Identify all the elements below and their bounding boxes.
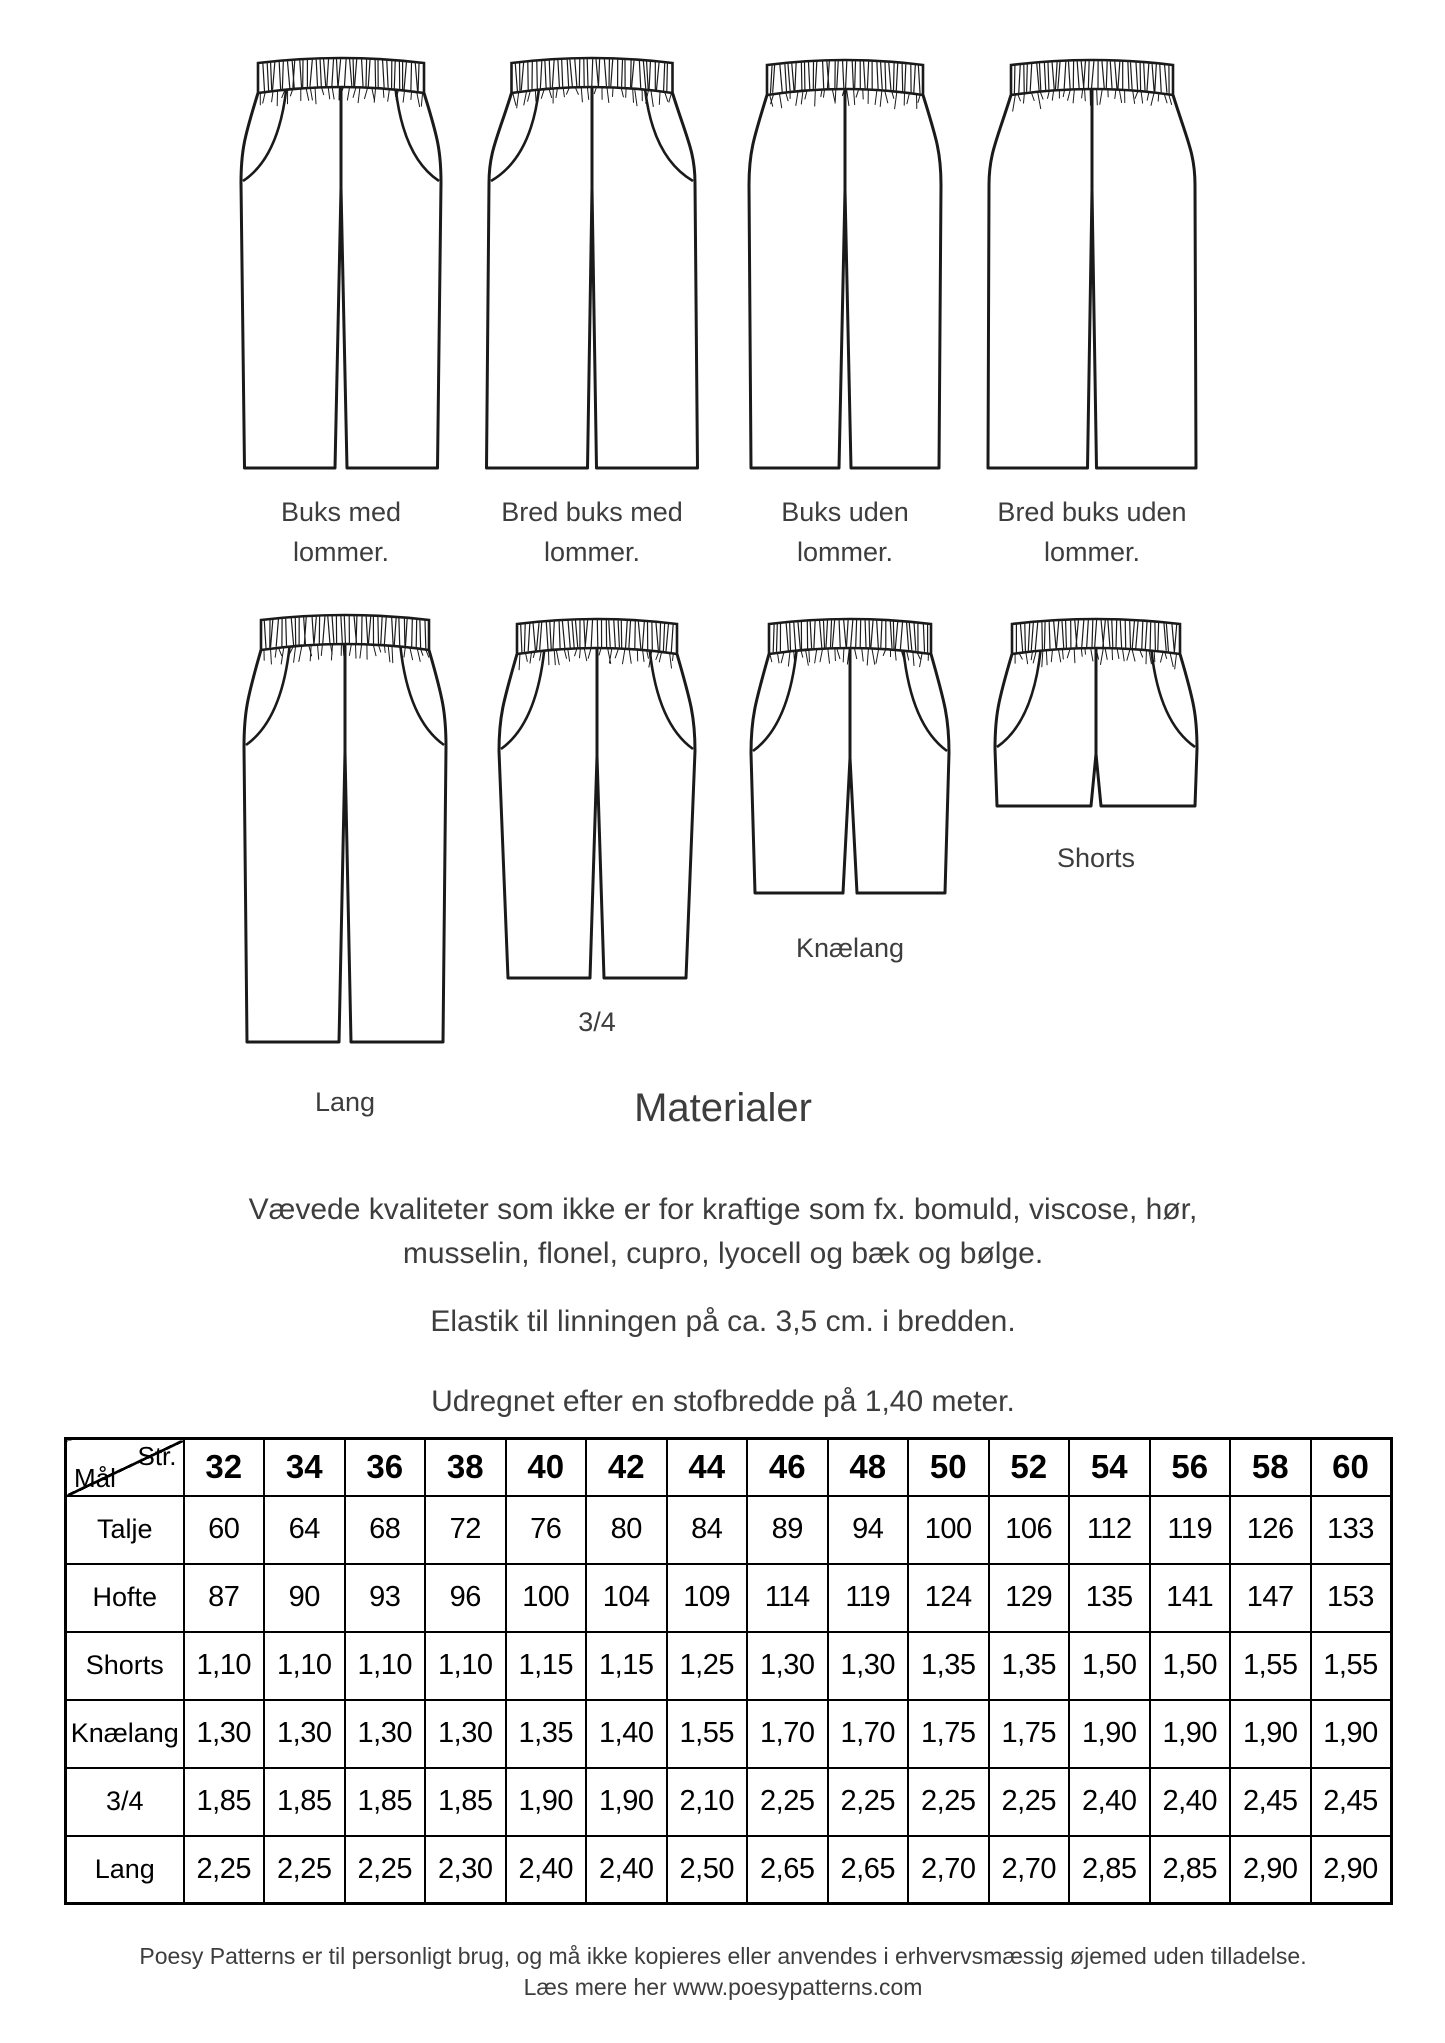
- size-value-cell: 2,90: [1311, 1836, 1392, 1904]
- size-column-header: 44: [667, 1439, 748, 1496]
- size-value-cell: 1,10: [425, 1632, 506, 1700]
- measurement-row-label: Talje: [66, 1496, 184, 1564]
- size-value-cell: 2,25: [345, 1836, 426, 1904]
- size-table-row: [66, 1700, 1392, 1768]
- size-value-cell: 2,25: [908, 1768, 989, 1836]
- caption-line: 3/4: [578, 1007, 616, 1037]
- size-value-cell: 2,90: [1230, 1836, 1311, 1904]
- knaelang-caption: [796, 928, 904, 968]
- size-value-cell: 90: [264, 1564, 345, 1632]
- size-value-cell: 2,25: [264, 1836, 345, 1904]
- caption-line: lommer.: [292, 537, 390, 567]
- size-value-cell: 1,30: [425, 1700, 506, 1768]
- paragraph-line: Udregnet efter en stofbredde på 1,40 meter.: [431, 1385, 1015, 1418]
- footer: [139, 1941, 1306, 2003]
- size-value-cell: 68: [345, 1496, 426, 1564]
- bred-buks-uden-lommer-illustration: [988, 60, 1196, 468]
- size-value-cell: 2,40: [1069, 1768, 1150, 1836]
- three-quarter-caption: [578, 1002, 616, 1042]
- size-value-cell: 2,70: [989, 1836, 1070, 1904]
- size-value-cell: 96: [425, 1564, 506, 1632]
- caption-line: lommer.: [543, 537, 641, 567]
- size-value-cell: 1,30: [747, 1632, 828, 1700]
- size-value-cell: 1,50: [1069, 1632, 1150, 1700]
- lang-illustration: [244, 615, 446, 1042]
- size-value-cell: 1,90: [506, 1768, 587, 1836]
- size-value-cell: 1,25: [667, 1632, 748, 1700]
- size-value-cell: 124: [908, 1564, 989, 1632]
- size-value-cell: 1,85: [264, 1768, 345, 1836]
- size-value-cell: 2,25: [828, 1768, 909, 1836]
- size-table-row: [66, 1564, 1392, 1632]
- size-value-cell: 1,35: [506, 1700, 587, 1768]
- size-value-cell: 1,40: [586, 1700, 667, 1768]
- size-value-cell: 2,65: [828, 1836, 909, 1904]
- measurement-row-label: Knælang: [66, 1700, 184, 1768]
- size-value-cell: 93: [345, 1564, 426, 1632]
- size-table: [64, 1437, 1393, 1905]
- caption-line: Knælang: [795, 933, 905, 963]
- bred-buks-med-lommer-illustration: [487, 58, 698, 468]
- size-value-cell: 1,30: [264, 1700, 345, 1768]
- buks-uden-lommer-illustration: [749, 60, 941, 468]
- bred-buks-uden-lommer-caption: [997, 492, 1186, 572]
- size-value-cell: 112: [1069, 1496, 1150, 1564]
- measurement-row-label: 3/4: [66, 1768, 184, 1836]
- size-value-cell: 100: [506, 1564, 587, 1632]
- size-value-cell: 106: [989, 1496, 1070, 1564]
- size-value-cell: 133: [1311, 1496, 1392, 1564]
- bred-buks-med-lommer-caption: [501, 492, 683, 572]
- buks-med-lommer-illustration: [241, 58, 441, 468]
- size-value-cell: 72: [425, 1496, 506, 1564]
- size-column-header: 42: [586, 1439, 667, 1496]
- caption-line: Bred buks uden: [997, 497, 1187, 527]
- size-value-cell: 1,85: [184, 1768, 265, 1836]
- size-value-cell: 2,10: [667, 1768, 748, 1836]
- size-value-cell: 135: [1069, 1564, 1150, 1632]
- size-column-header: 46: [747, 1439, 828, 1496]
- size-column-header: 54: [1069, 1439, 1150, 1496]
- size-value-cell: 1,85: [425, 1768, 506, 1836]
- size-column-header: 48: [828, 1439, 909, 1496]
- size-column-header: 56: [1150, 1439, 1231, 1496]
- caption-line: Buks uden: [781, 497, 909, 527]
- size-table-header-row: [66, 1439, 1392, 1496]
- buks-med-lommer-caption: [281, 492, 401, 572]
- buks-uden-lommer-caption: [781, 492, 909, 572]
- size-value-cell: 1,35: [908, 1632, 989, 1700]
- measurement-row-label: Shorts: [66, 1632, 184, 1700]
- size-value-cell: 147: [1230, 1564, 1311, 1632]
- size-value-cell: 1,30: [345, 1700, 426, 1768]
- shorts-caption: [1057, 838, 1135, 878]
- size-value-cell: 126: [1230, 1496, 1311, 1564]
- size-column-header: 34: [264, 1439, 345, 1496]
- footer-copyright-line: Poesy Patterns er til personligt brug, og må ikke kopieres eller anvendes i erhvervsmæssig øjemed uden tilladelse.: [139, 1943, 1307, 1969]
- size-value-cell: 109: [667, 1564, 748, 1632]
- size-value-cell: 2,85: [1150, 1836, 1231, 1904]
- caption-line: Bred buks med: [501, 497, 683, 527]
- size-value-cell: 64: [264, 1496, 345, 1564]
- footer-website-line: Læs mere her www.poesypatterns.com: [523, 1974, 923, 2000]
- size-value-cell: 141: [1150, 1564, 1231, 1632]
- size-value-cell: 1,35: [989, 1632, 1070, 1700]
- corner-str-label: Str.: [137, 1441, 177, 1471]
- size-value-cell: 2,50: [667, 1836, 748, 1904]
- size-value-cell: 1,75: [989, 1700, 1070, 1768]
- size-value-cell: 84: [667, 1496, 748, 1564]
- size-value-cell: 2,65: [747, 1836, 828, 1904]
- size-value-cell: 2,70: [908, 1836, 989, 1904]
- size-value-cell: 1,85: [345, 1768, 426, 1836]
- size-value-cell: 1,30: [184, 1700, 265, 1768]
- size-value-cell: 60: [184, 1496, 265, 1564]
- size-column-header: 60: [1311, 1439, 1392, 1496]
- size-table-row: [66, 1632, 1392, 1700]
- three-quarter-illustration: [499, 619, 695, 978]
- paragraph-line: Elastik til linningen på ca. 3,5 cm. i bredden.: [430, 1305, 1016, 1338]
- table-corner-cell: [66, 1439, 184, 1496]
- size-column-header: 36: [345, 1439, 426, 1496]
- measurement-row-label: Lang: [66, 1836, 184, 1904]
- caption-line: lommer.: [796, 537, 894, 567]
- lang-caption: [315, 1082, 375, 1122]
- paragraph-line: musselin, flonel, cupro, lyocell og bæk og bølge.: [402, 1237, 1044, 1270]
- caption-line: Shorts: [1056, 843, 1136, 873]
- size-value-cell: 94: [828, 1496, 909, 1564]
- size-value-cell: 1,70: [828, 1700, 909, 1768]
- size-value-cell: 1,15: [506, 1632, 587, 1700]
- size-value-cell: 1,55: [1230, 1632, 1311, 1700]
- shorts-illustration: [995, 619, 1197, 806]
- size-value-cell: 2,25: [747, 1768, 828, 1836]
- size-column-header: 50: [908, 1439, 989, 1496]
- size-value-cell: 1,90: [1311, 1700, 1392, 1768]
- materials-paragraph-3: [431, 1380, 1015, 1424]
- corner-maal-label: Mål: [74, 1462, 116, 1493]
- materials-heading: Materialer: [634, 1086, 812, 1130]
- size-value-cell: 2,45: [1230, 1768, 1311, 1836]
- size-table-row: [66, 1496, 1392, 1564]
- materials-paragraph-2: [430, 1300, 1015, 1344]
- caption-line: Buks med: [280, 497, 402, 527]
- size-value-cell: 104: [586, 1564, 667, 1632]
- knaelang-illustration: [751, 619, 949, 893]
- size-value-cell: 1,55: [667, 1700, 748, 1768]
- size-value-cell: 1,10: [184, 1632, 265, 1700]
- size-value-cell: 2,25: [184, 1836, 265, 1904]
- size-value-cell: 153: [1311, 1564, 1392, 1632]
- size-value-cell: 1,75: [908, 1700, 989, 1768]
- materials-paragraph-1: [249, 1188, 1198, 1276]
- size-table-row: [66, 1836, 1392, 1904]
- size-column-header: 40: [506, 1439, 587, 1496]
- size-value-cell: 1,90: [1230, 1700, 1311, 1768]
- size-value-cell: 2,30: [425, 1836, 506, 1904]
- size-value-cell: 1,30: [828, 1632, 909, 1700]
- size-value-cell: 2,25: [989, 1768, 1070, 1836]
- size-value-cell: 1,10: [345, 1632, 426, 1700]
- size-value-cell: 119: [828, 1564, 909, 1632]
- size-value-cell: 2,45: [1311, 1768, 1392, 1836]
- size-value-cell: 2,40: [506, 1836, 587, 1904]
- caption-line: Lang: [314, 1087, 376, 1117]
- size-value-cell: 1,90: [1150, 1700, 1231, 1768]
- size-column-header: 38: [425, 1439, 506, 1496]
- size-value-cell: 1,90: [586, 1768, 667, 1836]
- size-value-cell: 2,40: [1150, 1768, 1231, 1836]
- measurement-row-label: Hofte: [66, 1564, 184, 1632]
- size-value-cell: 80: [586, 1496, 667, 1564]
- size-value-cell: 1,50: [1150, 1632, 1231, 1700]
- size-value-cell: 2,85: [1069, 1836, 1150, 1904]
- size-value-cell: 76: [506, 1496, 587, 1564]
- size-value-cell: 119: [1150, 1496, 1231, 1564]
- size-value-cell: 1,55: [1311, 1632, 1392, 1700]
- size-value-cell: 1,15: [586, 1632, 667, 1700]
- size-value-cell: 114: [747, 1564, 828, 1632]
- size-value-cell: 2,40: [586, 1836, 667, 1904]
- size-value-cell: 129: [989, 1564, 1070, 1632]
- size-column-header: 52: [989, 1439, 1070, 1496]
- size-value-cell: 87: [184, 1564, 265, 1632]
- size-value-cell: 89: [747, 1496, 828, 1564]
- paragraph-line: Vævede kvaliteter som ikke er for kraftige som fx. bomuld, viscose, hør,: [248, 1193, 1198, 1226]
- size-value-cell: 1,70: [747, 1700, 828, 1768]
- caption-line: lommer.: [1043, 537, 1141, 567]
- size-value-cell: 100: [908, 1496, 989, 1564]
- size-column-header: 58: [1230, 1439, 1311, 1496]
- size-value-cell: 1,90: [1069, 1700, 1150, 1768]
- size-value-cell: 1,10: [264, 1632, 345, 1700]
- size-column-header: 32: [184, 1439, 265, 1496]
- size-table-row: [66, 1768, 1392, 1836]
